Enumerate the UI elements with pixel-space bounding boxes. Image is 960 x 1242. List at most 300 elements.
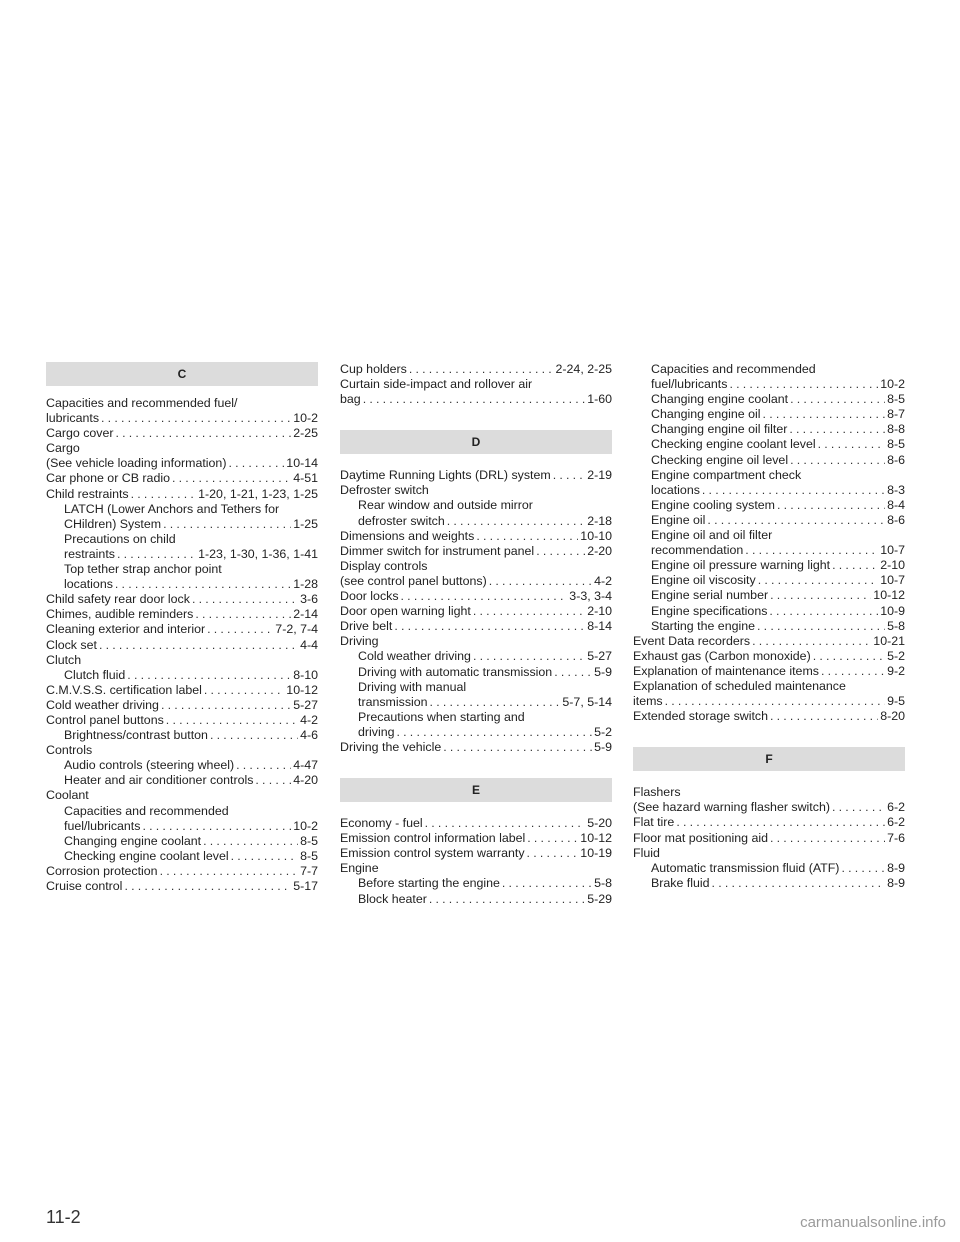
index-entry — [340, 529, 612, 544]
entry-term: driving — [358, 724, 395, 739]
index-entry — [46, 456, 318, 471]
dot-leader — [172, 471, 291, 486]
index-line: Flashers — [633, 785, 681, 800]
index-line: Coolant — [46, 788, 89, 803]
entry-term: bag — [340, 392, 361, 407]
entry-page-ref: 8-6 — [887, 512, 905, 527]
entry-term: Checking engine coolant level — [64, 848, 229, 863]
dot-leader — [770, 588, 871, 603]
entry-term: Car phone or CB radio — [46, 471, 170, 486]
index-entry — [633, 392, 905, 407]
index-entry — [340, 544, 612, 559]
dot-leader — [204, 683, 284, 698]
dot-leader — [745, 543, 878, 558]
index-entry — [46, 607, 318, 622]
entry-page-ref: 8-4 — [887, 497, 905, 512]
index-line: LATCH (Lower Anchors and Tethers for — [64, 501, 280, 516]
entry-page-ref: 3-6 — [300, 592, 318, 607]
dot-leader — [777, 498, 885, 513]
entry-page-ref: 2-19 — [587, 468, 612, 483]
entry-term: Engine oil — [651, 512, 706, 527]
index-line: Driving — [340, 634, 379, 649]
index-line: Top tether strap anchor point — [64, 562, 222, 577]
entry-term: Corrosion protection — [46, 863, 158, 878]
entry-term: Brightness/contrast button — [64, 728, 208, 743]
entry-term: Changing engine oil — [651, 407, 761, 422]
dot-leader — [527, 846, 579, 861]
index-entry — [633, 815, 905, 830]
index-entry — [633, 573, 905, 588]
dot-leader — [770, 831, 885, 846]
index-entry — [46, 834, 318, 849]
index-entry — [340, 362, 612, 377]
dot-leader — [425, 816, 586, 831]
index-entry — [340, 604, 612, 619]
index-entry — [340, 392, 612, 407]
dot-leader — [473, 649, 585, 664]
index-entry — [340, 589, 612, 604]
index-entry — [633, 437, 905, 452]
dot-leader — [166, 713, 298, 728]
dot-leader — [813, 649, 885, 664]
index-line: Engine oil and oil filter — [651, 528, 773, 543]
entry-page-ref: 8-3 — [887, 482, 905, 497]
entry-page-ref: 10-7 — [880, 543, 905, 558]
dot-leader — [255, 773, 291, 788]
dot-leader — [702, 483, 885, 498]
entry-term: items — [633, 694, 663, 709]
entry-term: Cold weather driving — [358, 649, 471, 664]
dot-leader — [131, 487, 197, 502]
dot-leader — [676, 815, 885, 830]
index-entry — [46, 577, 318, 592]
index-entry — [633, 876, 905, 891]
section-header-f: F — [633, 747, 905, 771]
entry-term: Door locks — [340, 589, 399, 604]
dot-leader — [790, 453, 885, 468]
entry-term: Floor mat positioning aid — [633, 830, 768, 845]
dot-leader — [707, 513, 885, 528]
entry-term: restraints — [64, 546, 115, 561]
section-c-continued-entries — [340, 362, 612, 407]
dot-leader — [163, 517, 291, 532]
dot-leader — [770, 709, 878, 724]
dot-leader — [665, 694, 885, 709]
dot-leader — [207, 622, 273, 637]
index-line: Precautions when starting and — [358, 709, 525, 724]
entry-page-ref: 10-14 — [286, 456, 318, 471]
dot-leader — [142, 819, 291, 834]
entry-term: Heater and air conditioner controls — [64, 773, 254, 788]
index-line: Capacities and recommended — [651, 362, 816, 376]
index-entry — [633, 604, 905, 619]
dot-leader — [476, 529, 578, 544]
index-entry — [340, 725, 612, 740]
dot-leader — [502, 876, 592, 891]
entry-term: Automatic transmission fluid (ATF) — [651, 860, 840, 875]
section-f-entries — [633, 785, 905, 891]
dot-leader — [789, 422, 885, 437]
section-e-entries — [340, 816, 612, 907]
entry-term: transmission — [358, 694, 428, 709]
index-entry — [46, 471, 318, 486]
entry-term: (see control panel buttons) — [340, 573, 487, 588]
index-line: Engine — [340, 861, 379, 876]
entry-page-ref: 8-10 — [293, 667, 318, 682]
index-entry — [340, 846, 612, 861]
dot-leader — [763, 407, 886, 422]
dot-leader — [429, 892, 585, 907]
entry-page-ref: 10-12 — [286, 682, 318, 697]
dot-leader — [115, 577, 291, 592]
index-entry — [46, 819, 318, 834]
dot-leader — [758, 573, 879, 588]
entry-page-ref: 2-10 — [880, 558, 905, 573]
entry-page-ref: 1-25 — [293, 516, 318, 531]
entry-term: Event Data recorders — [633, 633, 751, 648]
entry-term: Control panel buttons — [46, 712, 164, 727]
entry-term: Driving the vehicle — [340, 739, 442, 754]
index-entry — [633, 831, 905, 846]
section-header-d: D — [340, 430, 612, 454]
index-line: Cargo — [46, 441, 80, 456]
index-entry — [46, 426, 318, 441]
index-entry — [340, 695, 612, 710]
entry-term: Changing engine coolant — [64, 833, 202, 848]
dot-leader — [752, 634, 871, 649]
index-entry — [340, 816, 612, 831]
entry-term: locations — [64, 577, 113, 592]
dot-leader — [790, 392, 885, 407]
dot-leader — [394, 619, 585, 634]
entry-term: Chimes, audible reminders — [46, 607, 194, 622]
entry-term: Engine specifications — [651, 603, 768, 618]
entry-term: Engine oil pressure warning light — [651, 558, 831, 573]
index-entry — [46, 638, 318, 653]
entry-page-ref: 5-17 — [293, 879, 318, 893]
entry-term: locations — [651, 482, 700, 497]
dot-leader — [409, 362, 554, 377]
entry-term: Cup holders — [340, 362, 407, 376]
dot-leader — [729, 377, 878, 392]
index-entry — [633, 619, 905, 634]
section-e-continued-entries — [633, 362, 905, 724]
index-entry — [633, 498, 905, 513]
dot-leader — [821, 664, 885, 679]
entry-page-ref: 5-9 — [594, 664, 612, 679]
index-entry — [633, 588, 905, 603]
index-entry — [46, 713, 318, 728]
index-entry — [46, 547, 318, 562]
index-entry — [46, 879, 318, 894]
section-d-entries — [340, 468, 612, 755]
index-entry — [340, 892, 612, 907]
index-entry — [633, 377, 905, 392]
entry-page-ref: 8-5 — [300, 848, 318, 863]
dot-leader — [397, 725, 593, 740]
entry-term: Engine oil viscosity — [651, 573, 756, 588]
dot-leader — [116, 426, 292, 441]
index-column-1 — [46, 362, 318, 894]
entry-page-ref: 2-20 — [587, 543, 612, 558]
entry-term: recommendation — [651, 543, 744, 558]
index-line: Curtain side-impact and rollover air — [340, 377, 533, 392]
entry-term: Dimmer switch for instrument panel — [340, 543, 535, 558]
entry-page-ref: 1-60 — [587, 392, 612, 407]
entry-page-ref: 4-47 — [293, 758, 318, 773]
entry-term: CHildren) System — [64, 516, 162, 531]
index-column-3 — [633, 362, 905, 891]
index-entry — [46, 849, 318, 864]
entry-page-ref: 8-14 — [587, 619, 612, 634]
entry-term: Cleaning exterior and interior — [46, 622, 206, 637]
entry-term: Engine cooling system — [651, 497, 775, 512]
entry-term: Engine serial number — [651, 588, 769, 603]
entry-term: Driving with automatic transmission — [358, 664, 553, 679]
entry-page-ref: 8-5 — [887, 392, 905, 407]
entry-page-ref: 10-10 — [580, 528, 612, 543]
dot-leader — [203, 834, 298, 849]
dot-leader — [192, 592, 298, 607]
index-line: Defroster switch — [340, 483, 429, 498]
dot-leader — [430, 695, 561, 710]
entry-term: Exhaust gas (Carbon monoxide) — [633, 648, 811, 663]
dot-leader — [117, 547, 196, 562]
entry-term: Child restraints — [46, 486, 129, 501]
section-c-entries — [46, 396, 318, 894]
dot-leader — [228, 456, 284, 471]
index-entry — [633, 543, 905, 558]
entry-page-ref: 10-9 — [880, 603, 905, 618]
entry-term: Child safety rear door lock — [46, 592, 190, 607]
entry-term: C.M.V.S.S. certification label — [46, 682, 202, 697]
entry-term: Daytime Running Lights (DRL) system — [340, 468, 551, 483]
entry-page-ref: 5-9 — [594, 739, 612, 754]
entry-page-ref: 9-2 — [887, 663, 905, 678]
dot-leader — [363, 392, 586, 407]
entry-page-ref: 5-29 — [587, 891, 612, 906]
index-entry — [633, 558, 905, 573]
dot-leader — [757, 619, 885, 634]
dot-leader — [841, 861, 885, 876]
dot-leader — [210, 728, 298, 743]
entry-term: Block heater — [358, 891, 427, 906]
index-entry — [340, 665, 612, 680]
entry-page-ref: 6-2 — [887, 800, 905, 815]
entry-term: Checking engine oil level — [651, 452, 789, 467]
entry-page-ref: 10-7 — [880, 573, 905, 588]
index-entry — [633, 513, 905, 528]
index-entry — [633, 407, 905, 422]
dot-leader — [832, 558, 878, 573]
entry-page-ref: 8-9 — [887, 875, 905, 890]
index-entry — [46, 517, 318, 532]
entry-page-ref: 10-19 — [580, 846, 612, 861]
index-entry — [340, 649, 612, 664]
entry-page-ref: 2-24, 2-25 — [555, 362, 612, 376]
entry-term: fuel/lubricants — [64, 818, 141, 833]
entry-page-ref: 7-2, 7-4 — [275, 622, 318, 637]
entry-page-ref: 8-5 — [887, 437, 905, 452]
index-entry — [46, 668, 318, 683]
entry-page-ref: 4-4 — [300, 637, 318, 652]
index-entry — [633, 634, 905, 649]
entry-page-ref: 5-27 — [293, 697, 318, 712]
index-line: Display controls — [340, 558, 428, 573]
entry-term: Extended storage switch — [633, 709, 768, 724]
entry-term: Starting the engine — [651, 618, 756, 633]
watermark: carmanualsonline.info — [800, 1214, 946, 1231]
index-entry — [340, 619, 612, 634]
index-entry — [340, 831, 612, 846]
entry-term: Clutch fluid — [64, 667, 126, 682]
index-entry — [633, 664, 905, 679]
entry-page-ref: 2-18 — [587, 513, 612, 528]
dot-leader — [536, 544, 585, 559]
dot-leader — [769, 604, 878, 619]
entry-page-ref: 5-2 — [887, 648, 905, 663]
dot-leader — [127, 668, 291, 683]
index-line: Rear window and outside mirror — [358, 498, 533, 513]
entry-page-ref: 4-2 — [594, 573, 612, 588]
index-entry — [46, 773, 318, 788]
dot-leader — [231, 849, 298, 864]
entry-term: Flat tire — [633, 815, 675, 830]
index-entry — [633, 422, 905, 437]
index-line: Capacities and recommended fuel/ — [46, 396, 238, 410]
entry-term: Dimensions and weights — [340, 528, 475, 543]
entry-page-ref: 8-5 — [300, 833, 318, 848]
entry-page-ref: 8-8 — [887, 422, 905, 437]
index-entry — [633, 483, 905, 498]
dot-leader — [712, 876, 886, 891]
entry-page-ref: 8-6 — [887, 452, 905, 467]
index-entry — [46, 698, 318, 713]
entry-term: Drive belt — [340, 619, 393, 634]
entry-term: defroster switch — [358, 513, 445, 528]
dot-leader — [553, 468, 585, 483]
dot-leader — [101, 411, 291, 426]
entry-term: Door open warning light — [340, 604, 471, 619]
entry-page-ref: 3-3, 3-4 — [569, 589, 612, 604]
entry-page-ref: 4-6 — [300, 728, 318, 743]
dot-leader — [527, 831, 578, 846]
dot-leader — [818, 437, 885, 452]
index-entry — [46, 622, 318, 637]
entry-page-ref: 9-5 — [887, 694, 905, 709]
entry-page-ref: 8-9 — [887, 860, 905, 875]
index-column-2 — [340, 362, 612, 907]
entry-page-ref: 8-20 — [880, 709, 905, 724]
index-entry — [46, 411, 318, 426]
entry-page-ref: 10-2 — [293, 818, 318, 833]
section-header-c: C — [46, 362, 318, 386]
entry-term: lubricants — [46, 411, 100, 426]
entry-term: Checking engine coolant level — [651, 437, 816, 452]
index-entry — [46, 758, 318, 773]
entry-page-ref: 5-2 — [594, 724, 612, 739]
entry-term: Changing engine coolant — [651, 392, 789, 407]
entry-term: Cargo cover — [46, 426, 114, 441]
dot-leader — [160, 864, 299, 879]
entry-page-ref: 8-7 — [887, 407, 905, 422]
index-entry — [633, 453, 905, 468]
index-line: Controls — [46, 743, 93, 758]
entry-page-ref: 10-12 — [580, 831, 612, 846]
index-entry — [46, 487, 318, 502]
entry-term: (See hazard warning flasher switch) — [633, 800, 830, 815]
entry-page-ref: 10-21 — [873, 633, 905, 648]
section-header-e: E — [340, 778, 612, 802]
entry-page-ref: 5-7, 5-14 — [562, 694, 612, 709]
index-entry — [633, 709, 905, 724]
dot-leader — [447, 514, 585, 529]
dot-leader — [99, 638, 298, 653]
dot-leader — [401, 589, 568, 604]
index-line: Fluid — [633, 845, 660, 860]
dot-leader — [489, 574, 592, 589]
index-entry — [633, 800, 905, 815]
entry-term: Emission control system warranty — [340, 846, 525, 861]
index-line: Precautions on child — [64, 531, 176, 546]
entry-page-ref: 4-2 — [300, 712, 318, 727]
dot-leader — [236, 758, 291, 773]
entry-page-ref: 10-12 — [873, 588, 905, 603]
entry-page-ref: 5-8 — [887, 618, 905, 633]
index-entry — [340, 876, 612, 891]
dot-leader — [473, 604, 585, 619]
entry-page-ref: 5-20 — [587, 816, 612, 831]
dot-leader — [161, 698, 291, 713]
entry-page-ref: 1-23, 1-30, 1-36, 1-41 — [198, 546, 318, 561]
index-entry — [46, 864, 318, 879]
index-entry — [633, 694, 905, 709]
entry-page-ref: 7-6 — [887, 830, 905, 845]
entry-term: Explanation of maintenance items — [633, 663, 819, 678]
entry-term: Cold weather driving — [46, 697, 159, 712]
entry-term: (See vehicle loading information) — [46, 456, 227, 471]
entry-page-ref: 4-20 — [293, 773, 318, 788]
index-entry — [340, 574, 612, 589]
dot-leader — [124, 879, 291, 894]
index-line: Engine compartment check — [651, 467, 802, 482]
dot-leader — [554, 665, 592, 680]
entry-page-ref: 5-8 — [594, 876, 612, 891]
page-number: 11-2 — [46, 1207, 81, 1227]
entry-term: Before starting the engine — [358, 876, 500, 891]
index-entry — [633, 649, 905, 664]
index-line: Explanation of scheduled maintenance — [633, 678, 846, 693]
index-entry — [340, 740, 612, 755]
index-entry — [340, 468, 612, 483]
entry-page-ref: 2-25 — [293, 426, 318, 441]
entry-page-ref: 10-2 — [293, 411, 318, 426]
dot-leader — [195, 607, 291, 622]
index-entry — [633, 861, 905, 876]
index-entry — [46, 728, 318, 743]
entry-term: Economy - fuel — [340, 816, 423, 831]
index-entry — [46, 683, 318, 698]
entry-term: Changing engine oil filter — [651, 422, 788, 437]
entry-page-ref: 4-51 — [293, 471, 318, 486]
entry-term: Cruise control — [46, 879, 123, 893]
entry-page-ref: 1-20, 1-21, 1-23, 1-25 — [198, 486, 318, 501]
index-line: Driving with manual — [358, 679, 467, 694]
index-line: Capacities and recommended — [64, 803, 229, 818]
index-line: Clutch — [46, 652, 82, 667]
dot-leader — [443, 740, 592, 755]
entry-term: fuel/lubricants — [651, 377, 728, 392]
